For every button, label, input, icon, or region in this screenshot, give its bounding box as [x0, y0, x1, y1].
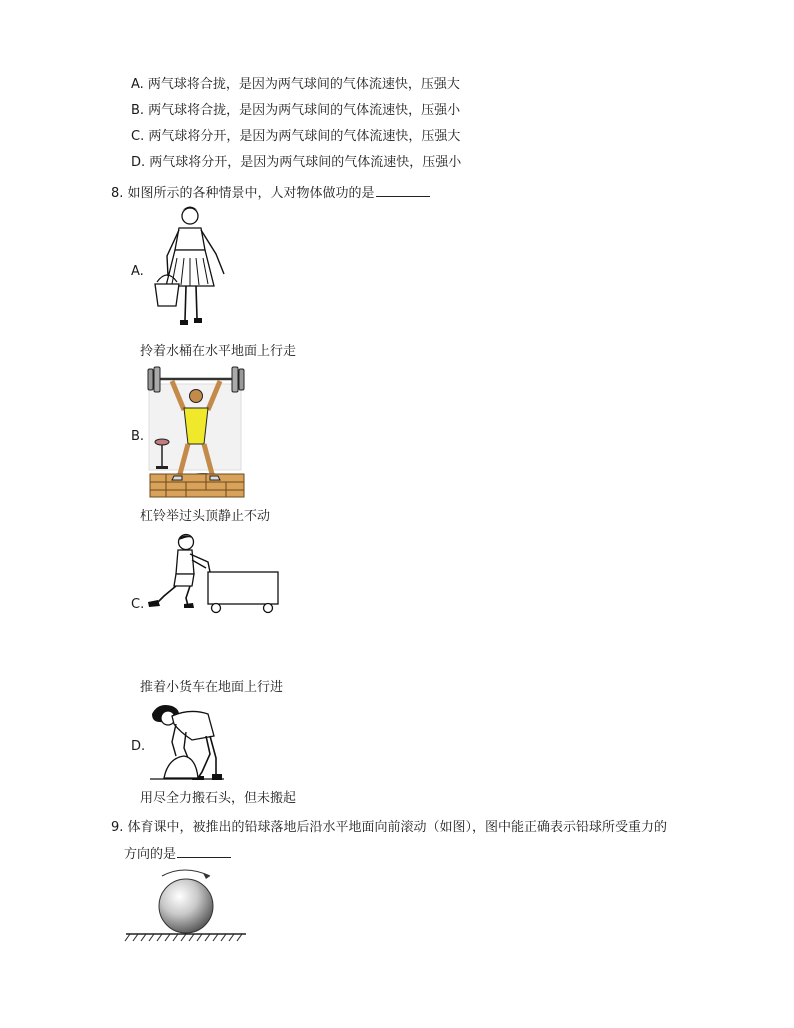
girl-carrying-bucket-image: [150, 202, 232, 332]
q9-answer-blank: [177, 845, 231, 858]
q8-answer-blank: [376, 184, 430, 197]
q8-choice-d-caption: 用尽全力搬石头，但未搬起: [140, 791, 297, 806]
boy-pushing-cart-image: [146, 532, 282, 614]
q9-stem-line2-text: 方向的是: [124, 847, 177, 862]
q8-stem-text: 8. 如图所示的各种情景中，人对物体做功的是: [111, 186, 375, 201]
q7-option-a: A. 两气球将合拢，是因为两气球间的气体流速快，压强大: [131, 77, 460, 92]
q9-stem-line2: [124, 845, 231, 861]
q8-choice-c-letter: C.: [131, 597, 145, 612]
q8-stem: [111, 184, 430, 200]
girl-lifting-stone-image: [146, 702, 224, 782]
q7-option-b: B. 两气球将合拢，是因为两气球间的气体流速快，压强小: [131, 103, 461, 118]
q7-option-d: D. 两气球将分开，是因为两气球间的气体流速快，压强小: [131, 155, 462, 170]
q7-option-c: C. 两气球将分开，是因为两气球间的气体流速快，压强大: [131, 129, 461, 144]
q8-choice-c-caption: 推着小货车在地面上行进: [140, 680, 284, 695]
q8-choice-a-letter: A.: [131, 264, 144, 279]
q8-choice-d-letter: D.: [131, 739, 146, 754]
rolling-direction-arrow: [162, 870, 210, 876]
q8-choice-b-caption: 杠铃举过头顶静止不动: [140, 509, 271, 524]
weightlifter-holding-barbell-image: [146, 366, 246, 499]
q8-choice-b-letter: B.: [131, 429, 145, 444]
shot-put-ball-rolling-image: [124, 862, 248, 944]
q8-choice-a-caption: 拎着水桶在水平地面上行走: [140, 344, 297, 359]
q9-stem-line1: 9. 体育课中，被推出的铅球落地后沿水平地面向前滚动（如图），图中能正确表示铅球所受重力的: [111, 820, 668, 835]
